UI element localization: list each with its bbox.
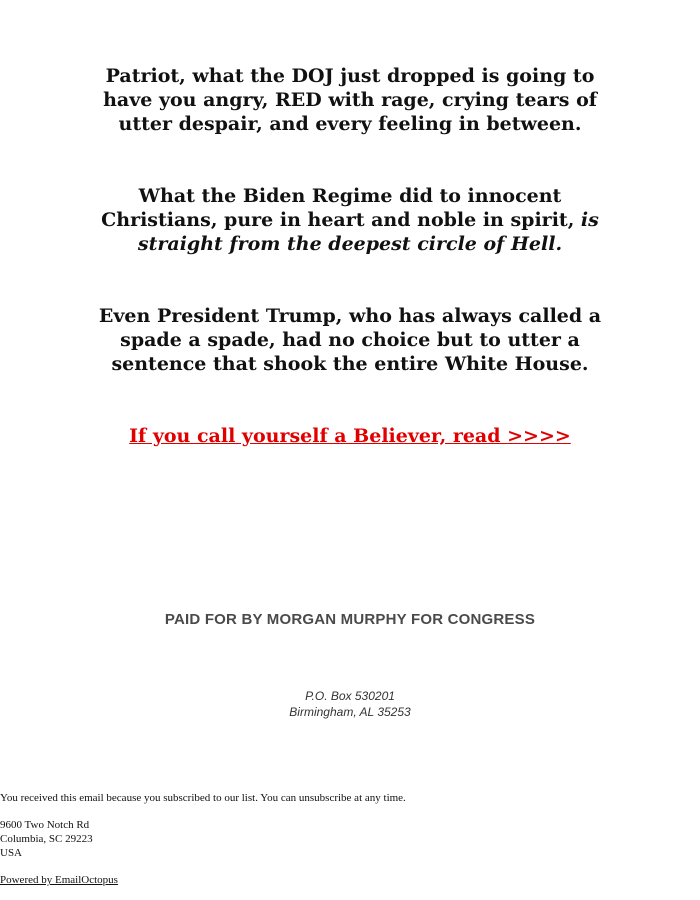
email-footer — [0, 791, 406, 887]
message-paragraph-3: Even President Trump, who has always called a spade a spade, had no choice but to utter a sentence that shook the entire White House. — [98, 305, 602, 375]
footer-address-line-2: Columbia, SC 29223 — [0, 833, 93, 845]
cta-container — [0, 424, 700, 448]
message-paragraph-1: Patriot, what the DOJ just dropped is going to have you angry, RED with rage, crying tears of utter despair, and every feeling in between. — [103, 65, 597, 135]
disclaimer-address — [0, 688, 700, 720]
message-paragraph-2-italic: is straight from the deepest circle of Hell. — [137, 209, 599, 255]
disclaimer-address-line-1: P.O. Box 530201 — [305, 689, 395, 703]
footer-address-line-1: 9600 Two Notch Rd — [0, 819, 90, 831]
message-paragraph-2 — [80, 184, 620, 256]
footer-address-line-3: USA — [0, 847, 23, 859]
powered-by-link[interactable]: Powered by EmailOctopus — [0, 874, 118, 886]
paid-for-disclaimer: PAID FOR BY MORGAN MURPHY FOR CONGRESS — [164, 611, 536, 628]
subscription-notice: You received this email because you subscribed to our list. You can unsubscribe at any time. — [0, 792, 406, 804]
cta-link[interactable]: If you call yourself a Believer, read >>>> — [129, 425, 571, 447]
disclaimer-address-line-2: Birmingham, AL 35253 — [289, 705, 411, 719]
message-paragraph-2-regular: What the Biden Regime did to innocent Christians, pure in heart and noble in spirit, — [101, 185, 581, 231]
footer-address — [0, 818, 406, 860]
